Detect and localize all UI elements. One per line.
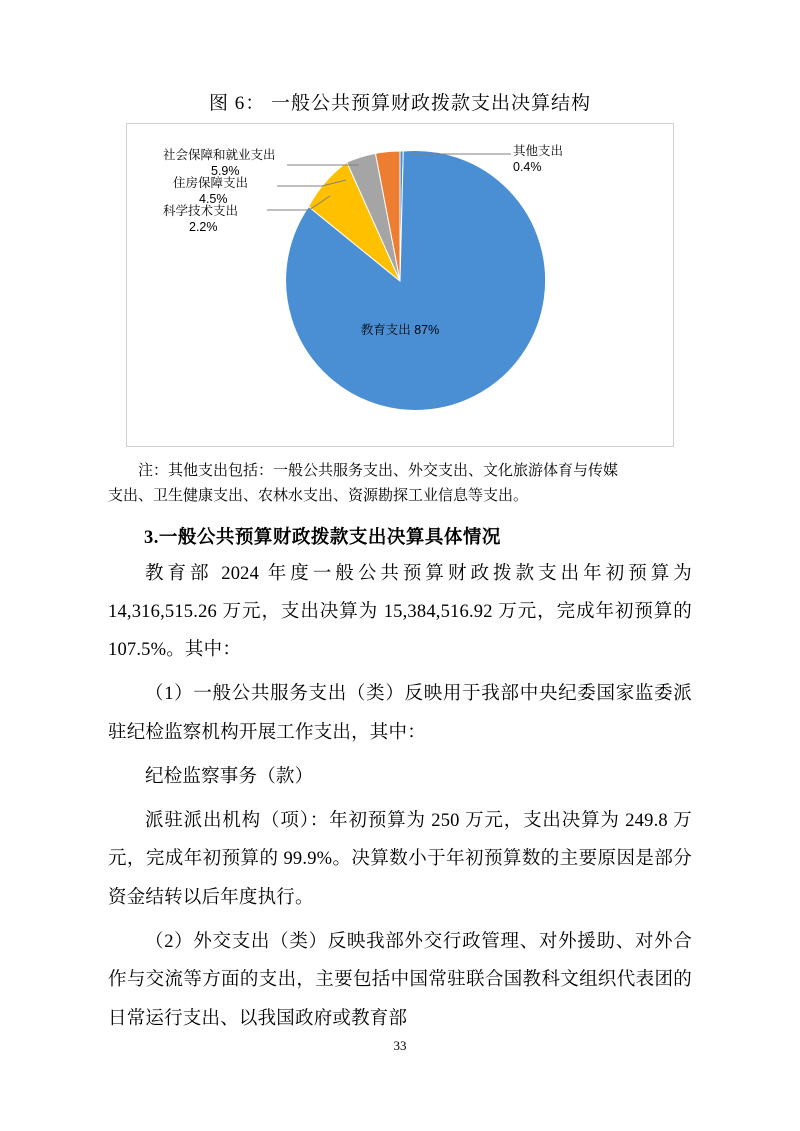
paragraph-4: 派驻派出机构（项）：年初预算为 250 万元，支出决算为 249.8 万元，完成年初预算的 99.9%。决算数小于年初预算数的主要原因是部分资金结转以后年度执行。 — [108, 811, 692, 908]
pie-label-science-tech: 科学技术支出 2.2% — [163, 204, 239, 234]
figure-title: 图 6： 一般公共预算财政拨款支出决算结构 — [208, 93, 591, 114]
chart-plot-area — [127, 124, 673, 446]
page-number: 33 — [393, 1038, 407, 1053]
pie-slices — [286, 150, 546, 410]
paragraph-2: （1）一般公共服务支出（类）反映用于我部中央纪委国家监委派驻纪检监察机构开展工作支出，其中： — [108, 684, 692, 743]
pie-label-social-security: 社会保障和就业支出 5.9% — [163, 148, 276, 178]
pie-label-other: 其他支出 0.4% — [513, 144, 564, 174]
pie-chart-figure — [126, 123, 674, 447]
paragraph-5: （2）外交支出（类）反映我部外交行政管理、对外援助、对外合作与交流等方面的支出，主要包括中国常驻联合国教科文组织代表团的日常运行支出、以我国政府或教育部 — [108, 932, 692, 1029]
figure-note-line-1: 注：其他支出包括：一般公共服务支出、外交支出、文化旅游体育与传媒 — [138, 463, 619, 479]
paragraph-1: 教育部 2024 年度一般公共预算财政拨款支出年初预算为 14,316,515.26 万元，支出决算为 15,384,516.92 万元，完成年初预算的 107.5%。其中： — [108, 563, 692, 661]
pie-label-education: 教育支出 87% — [360, 323, 440, 337]
figure-note-line-2: 支出、卫生健康支出、农林水支出、资源勘探工业信息等支出。 — [108, 487, 529, 504]
paragraph-3: 纪检监察事务（款） — [145, 766, 314, 787]
section-heading: 3.一般公共预算财政拨款支出决算具体情况 — [144, 527, 501, 548]
pie-label-housing: 住房保障支出 4.5% — [173, 176, 249, 206]
figure-note — [108, 459, 692, 509]
page-content — [108, 88, 692, 1038]
